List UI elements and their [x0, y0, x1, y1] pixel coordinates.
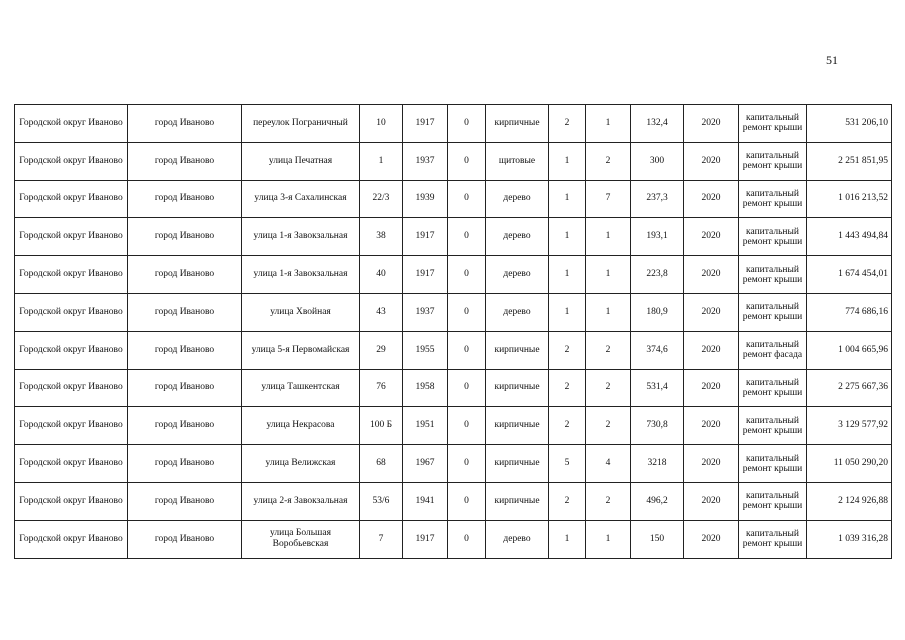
house-number-cell: 29	[360, 331, 403, 369]
city-cell: город Иваново	[128, 520, 242, 558]
street-cell: улица 5-я Первомайская	[242, 331, 360, 369]
entrances-cell: 2	[586, 407, 631, 445]
floors-cell: 1	[549, 520, 586, 558]
house-number-cell: 10	[360, 105, 403, 143]
entrances-cell: 1	[586, 218, 631, 256]
zero-value-cell: 0	[448, 142, 486, 180]
area-cell: 730,8	[631, 407, 684, 445]
city-cell: город Иваново	[128, 180, 242, 218]
cost-cell: 1 443 494,84	[807, 218, 892, 256]
city-cell: город Иваново	[128, 407, 242, 445]
table-row	[15, 331, 892, 369]
street-cell: улица Ташкентская	[242, 369, 360, 407]
wall-material-cell: кирпичные	[486, 482, 549, 520]
area-cell: 223,8	[631, 256, 684, 294]
floors-cell: 1	[549, 142, 586, 180]
table-row	[15, 256, 892, 294]
zero-value-cell: 0	[448, 256, 486, 294]
floors-cell: 1	[549, 218, 586, 256]
house-number-cell: 40	[360, 256, 403, 294]
work-type-cell: капитальный ремонт крыши	[739, 445, 807, 483]
cost-cell: 1 016 213,52	[807, 180, 892, 218]
plan-year-cell: 2020	[684, 520, 739, 558]
construction-year-cell: 1939	[403, 180, 448, 218]
work-type-cell: капитальный ремонт крыши	[739, 407, 807, 445]
house-number-cell: 7	[360, 520, 403, 558]
cost-cell: 3 129 577,92	[807, 407, 892, 445]
work-type-cell: капитальный ремонт крыши	[739, 293, 807, 331]
city-cell: город Иваново	[128, 293, 242, 331]
floors-cell: 5	[549, 445, 586, 483]
table-row	[15, 105, 892, 143]
entrances-cell: 2	[586, 331, 631, 369]
house-number-cell: 38	[360, 218, 403, 256]
street-cell: улица Хвойная	[242, 293, 360, 331]
work-type-cell: капитальный ремонт фасада	[739, 331, 807, 369]
construction-year-cell: 1958	[403, 369, 448, 407]
district-cell: Городской округ Иваново	[15, 142, 128, 180]
city-cell: город Иваново	[128, 445, 242, 483]
district-cell: Городской округ Иваново	[15, 105, 128, 143]
floors-cell: 1	[549, 293, 586, 331]
construction-year-cell: 1955	[403, 331, 448, 369]
street-cell: улица Печатная	[242, 142, 360, 180]
work-type-cell: капитальный ремонт крыши	[739, 482, 807, 520]
wall-material-cell: дерево	[486, 293, 549, 331]
area-cell: 132,4	[631, 105, 684, 143]
area-cell: 3218	[631, 445, 684, 483]
city-cell: город Иваново	[128, 369, 242, 407]
zero-value-cell: 0	[448, 482, 486, 520]
street-cell: улица Некрасова	[242, 407, 360, 445]
entrances-cell: 4	[586, 445, 631, 483]
table-row	[15, 218, 892, 256]
entrances-cell: 1	[586, 105, 631, 143]
wall-material-cell: щитовые	[486, 142, 549, 180]
cost-cell: 1 039 316,28	[807, 520, 892, 558]
plan-year-cell: 2020	[684, 369, 739, 407]
cost-cell: 774 686,16	[807, 293, 892, 331]
construction-year-cell: 1951	[403, 407, 448, 445]
floors-cell: 1	[549, 180, 586, 218]
district-cell: Городской округ Иваново	[15, 180, 128, 218]
street-cell: улица Большая Воробьевская	[242, 520, 360, 558]
plan-year-cell: 2020	[684, 256, 739, 294]
plan-year-cell: 2020	[684, 407, 739, 445]
cost-cell: 11 050 290,20	[807, 445, 892, 483]
cost-cell: 1 674 454,01	[807, 256, 892, 294]
house-number-cell: 76	[360, 369, 403, 407]
city-cell: город Иваново	[128, 142, 242, 180]
floors-cell: 2	[549, 482, 586, 520]
entrances-cell: 2	[586, 482, 631, 520]
district-cell: Городской округ Иваново	[15, 369, 128, 407]
wall-material-cell: дерево	[486, 256, 549, 294]
house-number-cell: 100 Б	[360, 407, 403, 445]
district-cell: Городской округ Иваново	[15, 520, 128, 558]
city-cell: город Иваново	[128, 218, 242, 256]
plan-year-cell: 2020	[684, 105, 739, 143]
district-cell: Городской округ Иваново	[15, 482, 128, 520]
street-cell: улица 2-я Завокзальная	[242, 482, 360, 520]
work-type-cell: капитальный ремонт крыши	[739, 142, 807, 180]
wall-material-cell: дерево	[486, 180, 549, 218]
work-type-cell: капитальный ремонт крыши	[739, 369, 807, 407]
construction-year-cell: 1917	[403, 520, 448, 558]
area-cell: 374,6	[631, 331, 684, 369]
repair-registry-table	[14, 104, 892, 559]
house-number-cell: 43	[360, 293, 403, 331]
street-cell: переулок Пограничный	[242, 105, 360, 143]
entrances-cell: 7	[586, 180, 631, 218]
table-row	[15, 142, 892, 180]
floors-cell: 2	[549, 105, 586, 143]
construction-year-cell: 1937	[403, 293, 448, 331]
entrances-cell: 2	[586, 142, 631, 180]
table-row	[15, 520, 892, 558]
district-cell: Городской округ Иваново	[15, 218, 128, 256]
city-cell: город Иваново	[128, 331, 242, 369]
floors-cell: 2	[549, 407, 586, 445]
table-row	[15, 482, 892, 520]
street-cell: улица 1-я Завокзальная	[242, 218, 360, 256]
street-cell: улица 3-я Сахалинская	[242, 180, 360, 218]
entrances-cell: 1	[586, 520, 631, 558]
construction-year-cell: 1937	[403, 142, 448, 180]
entrances-cell: 1	[586, 256, 631, 294]
zero-value-cell: 0	[448, 407, 486, 445]
zero-value-cell: 0	[448, 445, 486, 483]
city-cell: город Иваново	[128, 482, 242, 520]
street-cell: улица 1-я Завокзальная	[242, 256, 360, 294]
area-cell: 150	[631, 520, 684, 558]
area-cell: 496,2	[631, 482, 684, 520]
street-cell: улица Велижская	[242, 445, 360, 483]
floors-cell: 1	[549, 256, 586, 294]
area-cell: 193,1	[631, 218, 684, 256]
zero-value-cell: 0	[448, 293, 486, 331]
construction-year-cell: 1967	[403, 445, 448, 483]
table-row	[15, 445, 892, 483]
work-type-cell: капитальный ремонт крыши	[739, 218, 807, 256]
plan-year-cell: 2020	[684, 331, 739, 369]
plan-year-cell: 2020	[684, 482, 739, 520]
city-cell: город Иваново	[128, 256, 242, 294]
page-number: 51	[826, 53, 838, 67]
area-cell: 300	[631, 142, 684, 180]
plan-year-cell: 2020	[684, 293, 739, 331]
cost-cell: 2 124 926,88	[807, 482, 892, 520]
wall-material-cell: кирпичные	[486, 407, 549, 445]
cost-cell: 1 004 665,96	[807, 331, 892, 369]
work-type-cell: капитальный ремонт крыши	[739, 105, 807, 143]
table-row	[15, 180, 892, 218]
house-number-cell: 1	[360, 142, 403, 180]
entrances-cell: 1	[586, 293, 631, 331]
district-cell: Городской округ Иваново	[15, 445, 128, 483]
work-type-cell: капитальный ремонт крыши	[739, 256, 807, 294]
house-number-cell: 68	[360, 445, 403, 483]
plan-year-cell: 2020	[684, 180, 739, 218]
plan-year-cell: 2020	[684, 142, 739, 180]
wall-material-cell: кирпичные	[486, 369, 549, 407]
district-cell: Городской округ Иваново	[15, 293, 128, 331]
zero-value-cell: 0	[448, 218, 486, 256]
area-cell: 237,3	[631, 180, 684, 218]
wall-material-cell: кирпичные	[486, 105, 549, 143]
wall-material-cell: кирпичные	[486, 331, 549, 369]
house-number-cell: 53/6	[360, 482, 403, 520]
floors-cell: 2	[549, 369, 586, 407]
plan-year-cell: 2020	[684, 218, 739, 256]
entrances-cell: 2	[586, 369, 631, 407]
wall-material-cell: дерево	[486, 218, 549, 256]
construction-year-cell: 1941	[403, 482, 448, 520]
construction-year-cell: 1917	[403, 105, 448, 143]
zero-value-cell: 0	[448, 331, 486, 369]
zero-value-cell: 0	[448, 105, 486, 143]
zero-value-cell: 0	[448, 369, 486, 407]
plan-year-cell: 2020	[684, 445, 739, 483]
table-row	[15, 293, 892, 331]
area-cell: 531,4	[631, 369, 684, 407]
cost-cell: 2 251 851,95	[807, 142, 892, 180]
table-row	[15, 407, 892, 445]
work-type-cell: капитальный ремонт крыши	[739, 520, 807, 558]
zero-value-cell: 0	[448, 180, 486, 218]
construction-year-cell: 1917	[403, 256, 448, 294]
wall-material-cell: дерево	[486, 520, 549, 558]
district-cell: Городской округ Иваново	[15, 256, 128, 294]
cost-cell: 2 275 667,36	[807, 369, 892, 407]
table-row	[15, 369, 892, 407]
city-cell: город Иваново	[128, 105, 242, 143]
district-cell: Городской округ Иваново	[15, 407, 128, 445]
house-number-cell: 22/3	[360, 180, 403, 218]
area-cell: 180,9	[631, 293, 684, 331]
cost-cell: 531 206,10	[807, 105, 892, 143]
district-cell: Городской округ Иваново	[15, 331, 128, 369]
floors-cell: 2	[549, 331, 586, 369]
zero-value-cell: 0	[448, 520, 486, 558]
construction-year-cell: 1917	[403, 218, 448, 256]
wall-material-cell: кирпичные	[486, 445, 549, 483]
work-type-cell: капитальный ремонт крыши	[739, 180, 807, 218]
